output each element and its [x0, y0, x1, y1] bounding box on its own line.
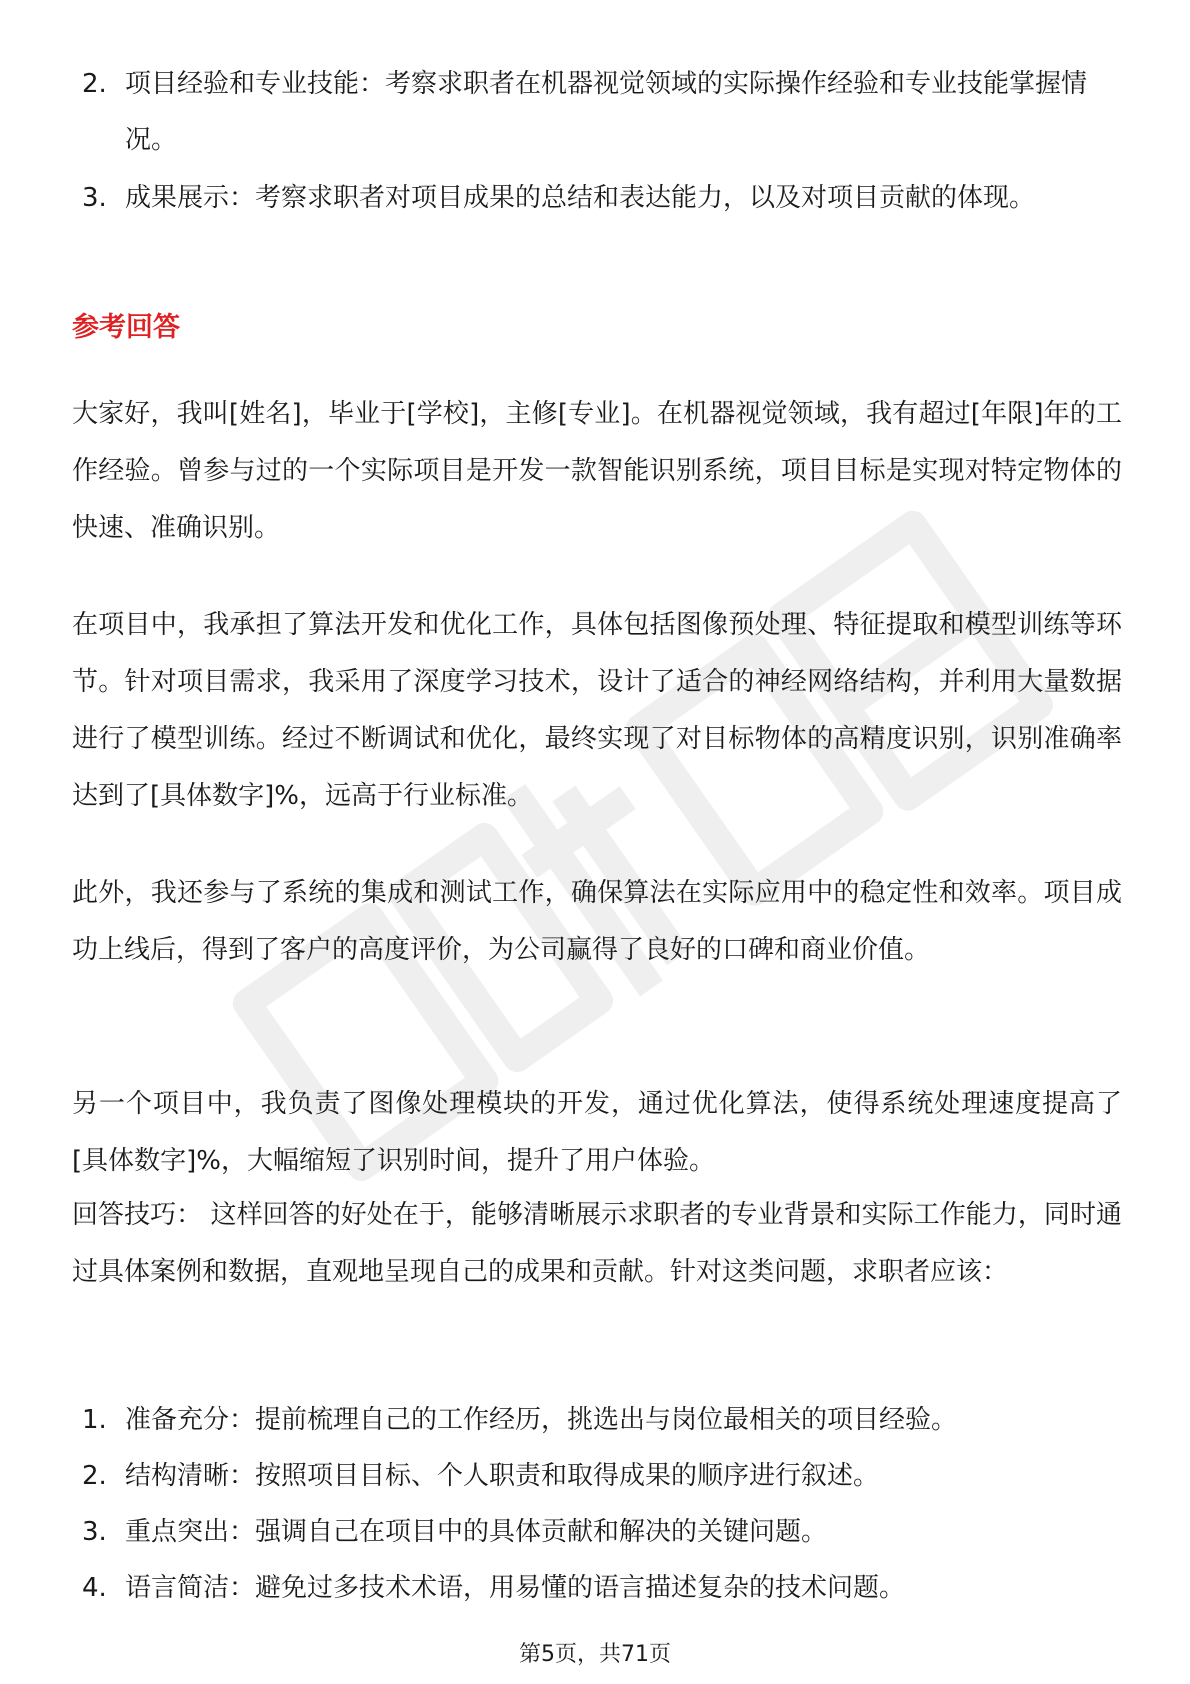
list-item-text: 结构清晰：按照项目目标、个人职责和取得成果的顺序进行叙述。 [125, 1461, 880, 1491]
answer-paragraph: 另一个项目中，我负责了图像处理模块的开发，通过优化算法，使得系统处理速度提高了[具体数字]%，大幅缩短了识别时间，提升了用户体验。 [72, 1089, 1122, 1176]
list-item-number: 2. [82, 1461, 107, 1491]
list-item [0, 1392, 1190, 1448]
list-item [0, 1560, 1190, 1616]
list-item-text: 准备充分：提前梳理自己的工作经历，挑选出与岗位最相关的项目经验。 [125, 1405, 958, 1435]
list-item [0, 170, 1190, 226]
list-item [0, 56, 1190, 168]
tips-list [0, 1392, 1190, 1616]
list-item-text: 项目经验和专业技能：考察求职者在机器视觉领域的实际操作经验和专业技能掌握情况。 [125, 69, 1088, 155]
list-item [0, 1448, 1190, 1504]
list-item-number: 1. [82, 1405, 107, 1435]
list-item-text: 成果展示：考察求职者对项目成果的总结和表达能力，以及对项目贡献的体现。 [125, 183, 1036, 213]
page-number-footer: 第5页，共71页 [519, 1642, 671, 1667]
answer-paragraph: 大家好，我叫[姓名]，毕业于[学校]，主修[专业]。在机器视觉领域，我有超过[年限]年的工作经验。曾参与过的一个实际项目是开发一款智能识别系统，项目目标是实现对特定物体的快速、准确识别。 [72, 399, 1122, 543]
answer-paragraph: 在项目中，我承担了算法开发和优化工作，具体包括图像预处理、特征提取和模型训练等环节。针对项目需求，我采用了深度学习技术，设计了适合的神经网络结构，并利用大量数据进行了模型训练。经过不断调试和优化，最终实现了对目标物体的高精度识别，识别准确率达到了[具体数字]%，远高于行业标准。 [72, 610, 1122, 811]
section-heading: 参考回答 [72, 312, 180, 343]
list-item-number: 4. [82, 1573, 107, 1603]
list-item-number: 2. [82, 69, 107, 99]
list-item-text: 重点突出：强调自己在项目中的具体贡献和解决的关键问题。 [125, 1517, 828, 1547]
list-item-text: 语言简洁：避免过多技术术语，用易懂的语言描述复杂的技术问题。 [125, 1573, 906, 1603]
criteria-list [0, 56, 1190, 226]
list-item-number: 3. [82, 1517, 107, 1547]
list-item-number: 3. [82, 183, 107, 213]
tips-paragraph: 回答技巧： 这样回答的好处在于，能够清晰展示求职者的专业背景和实际工作能力，同时通过具体案例和数据，直观地呈现自己的成果和贡献。针对这类问题，求职者应该： [72, 1200, 1122, 1287]
list-item [0, 1504, 1190, 1560]
answer-paragraph: 此外，我还参与了系统的集成和测试工作，确保算法在实际应用中的稳定性和效率。项目成功上线后，得到了客户的高度评价，为公司赢得了良好的口碑和商业价值。 [72, 878, 1122, 965]
